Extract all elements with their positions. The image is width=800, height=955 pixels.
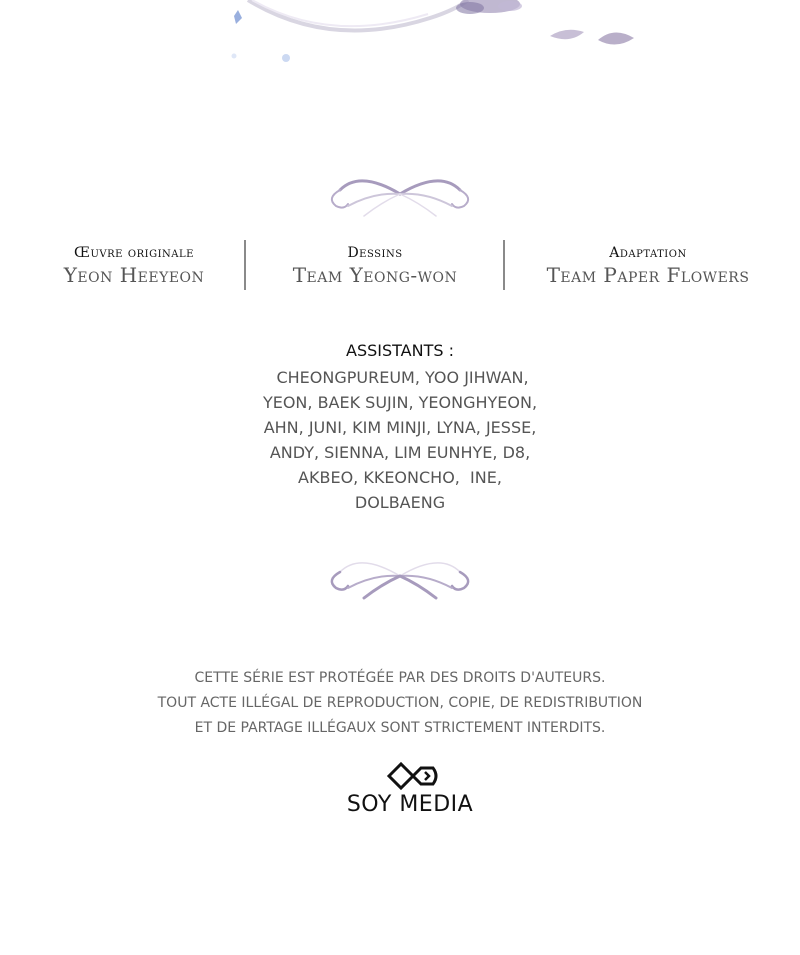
top-illustration (0, 0, 800, 80)
assistants-line: ANDY, SIENNA, LIM EUNHYE, D8, (269, 443, 531, 462)
credit-name: Team Paper Flowers (546, 263, 750, 287)
credit-drawings (250, 244, 500, 288)
notice-line: ET DE PARTAGE ILLÉGAUX SONT STRICTEMENT INTERDITS. (194, 720, 606, 736)
copyright-notice (100, 666, 700, 741)
petal-icon (550, 30, 634, 45)
assistants-title: ASSISTANTS : (346, 341, 454, 360)
assistants-line: YEON, BAEK SUJIN, YEONGHYEON, (262, 393, 538, 412)
credit-role: Œuvre originale (74, 245, 194, 261)
credit-role: Adaptation (609, 245, 687, 261)
vertical-divider (244, 240, 246, 290)
assistants-line: AHN, JUNI, KIM MINJI, LYNA, JESSE, (263, 418, 537, 437)
credit-original-work (34, 244, 234, 288)
publisher-logo (330, 760, 490, 826)
vertical-divider (503, 240, 505, 290)
assistants-line: DOLBAENG (354, 493, 446, 512)
credit-role: Dessins (347, 245, 403, 261)
assistants-line: AKBEO, KKEONCHO, INE, (298, 468, 502, 487)
credit-name: Team Yeong-won (292, 263, 458, 287)
flower-cluster-icon (456, 0, 522, 14)
notice-line: CETTE SÉRIE EST PROTÉGÉE PAR DES DROITS D'AUTEURS. (194, 670, 606, 686)
notice-line: TOUT ACTE ILLÉGAL DE REPRODUCTION, COPIE, DE REDISTRIBUTION (157, 695, 643, 711)
assistants-block (200, 340, 600, 515)
credit-adaptation (512, 244, 784, 288)
soy-media-logo-icon (385, 760, 441, 792)
logo-text: SOY MEDIA (346, 792, 474, 817)
ornament-divider-top (320, 166, 480, 222)
assistants-line: CHEONGPUREUM, YOO JIHWAN, (271, 368, 529, 387)
ornament-divider-bottom (320, 548, 480, 604)
credit-name: Yeon Heeyeon (63, 263, 205, 287)
